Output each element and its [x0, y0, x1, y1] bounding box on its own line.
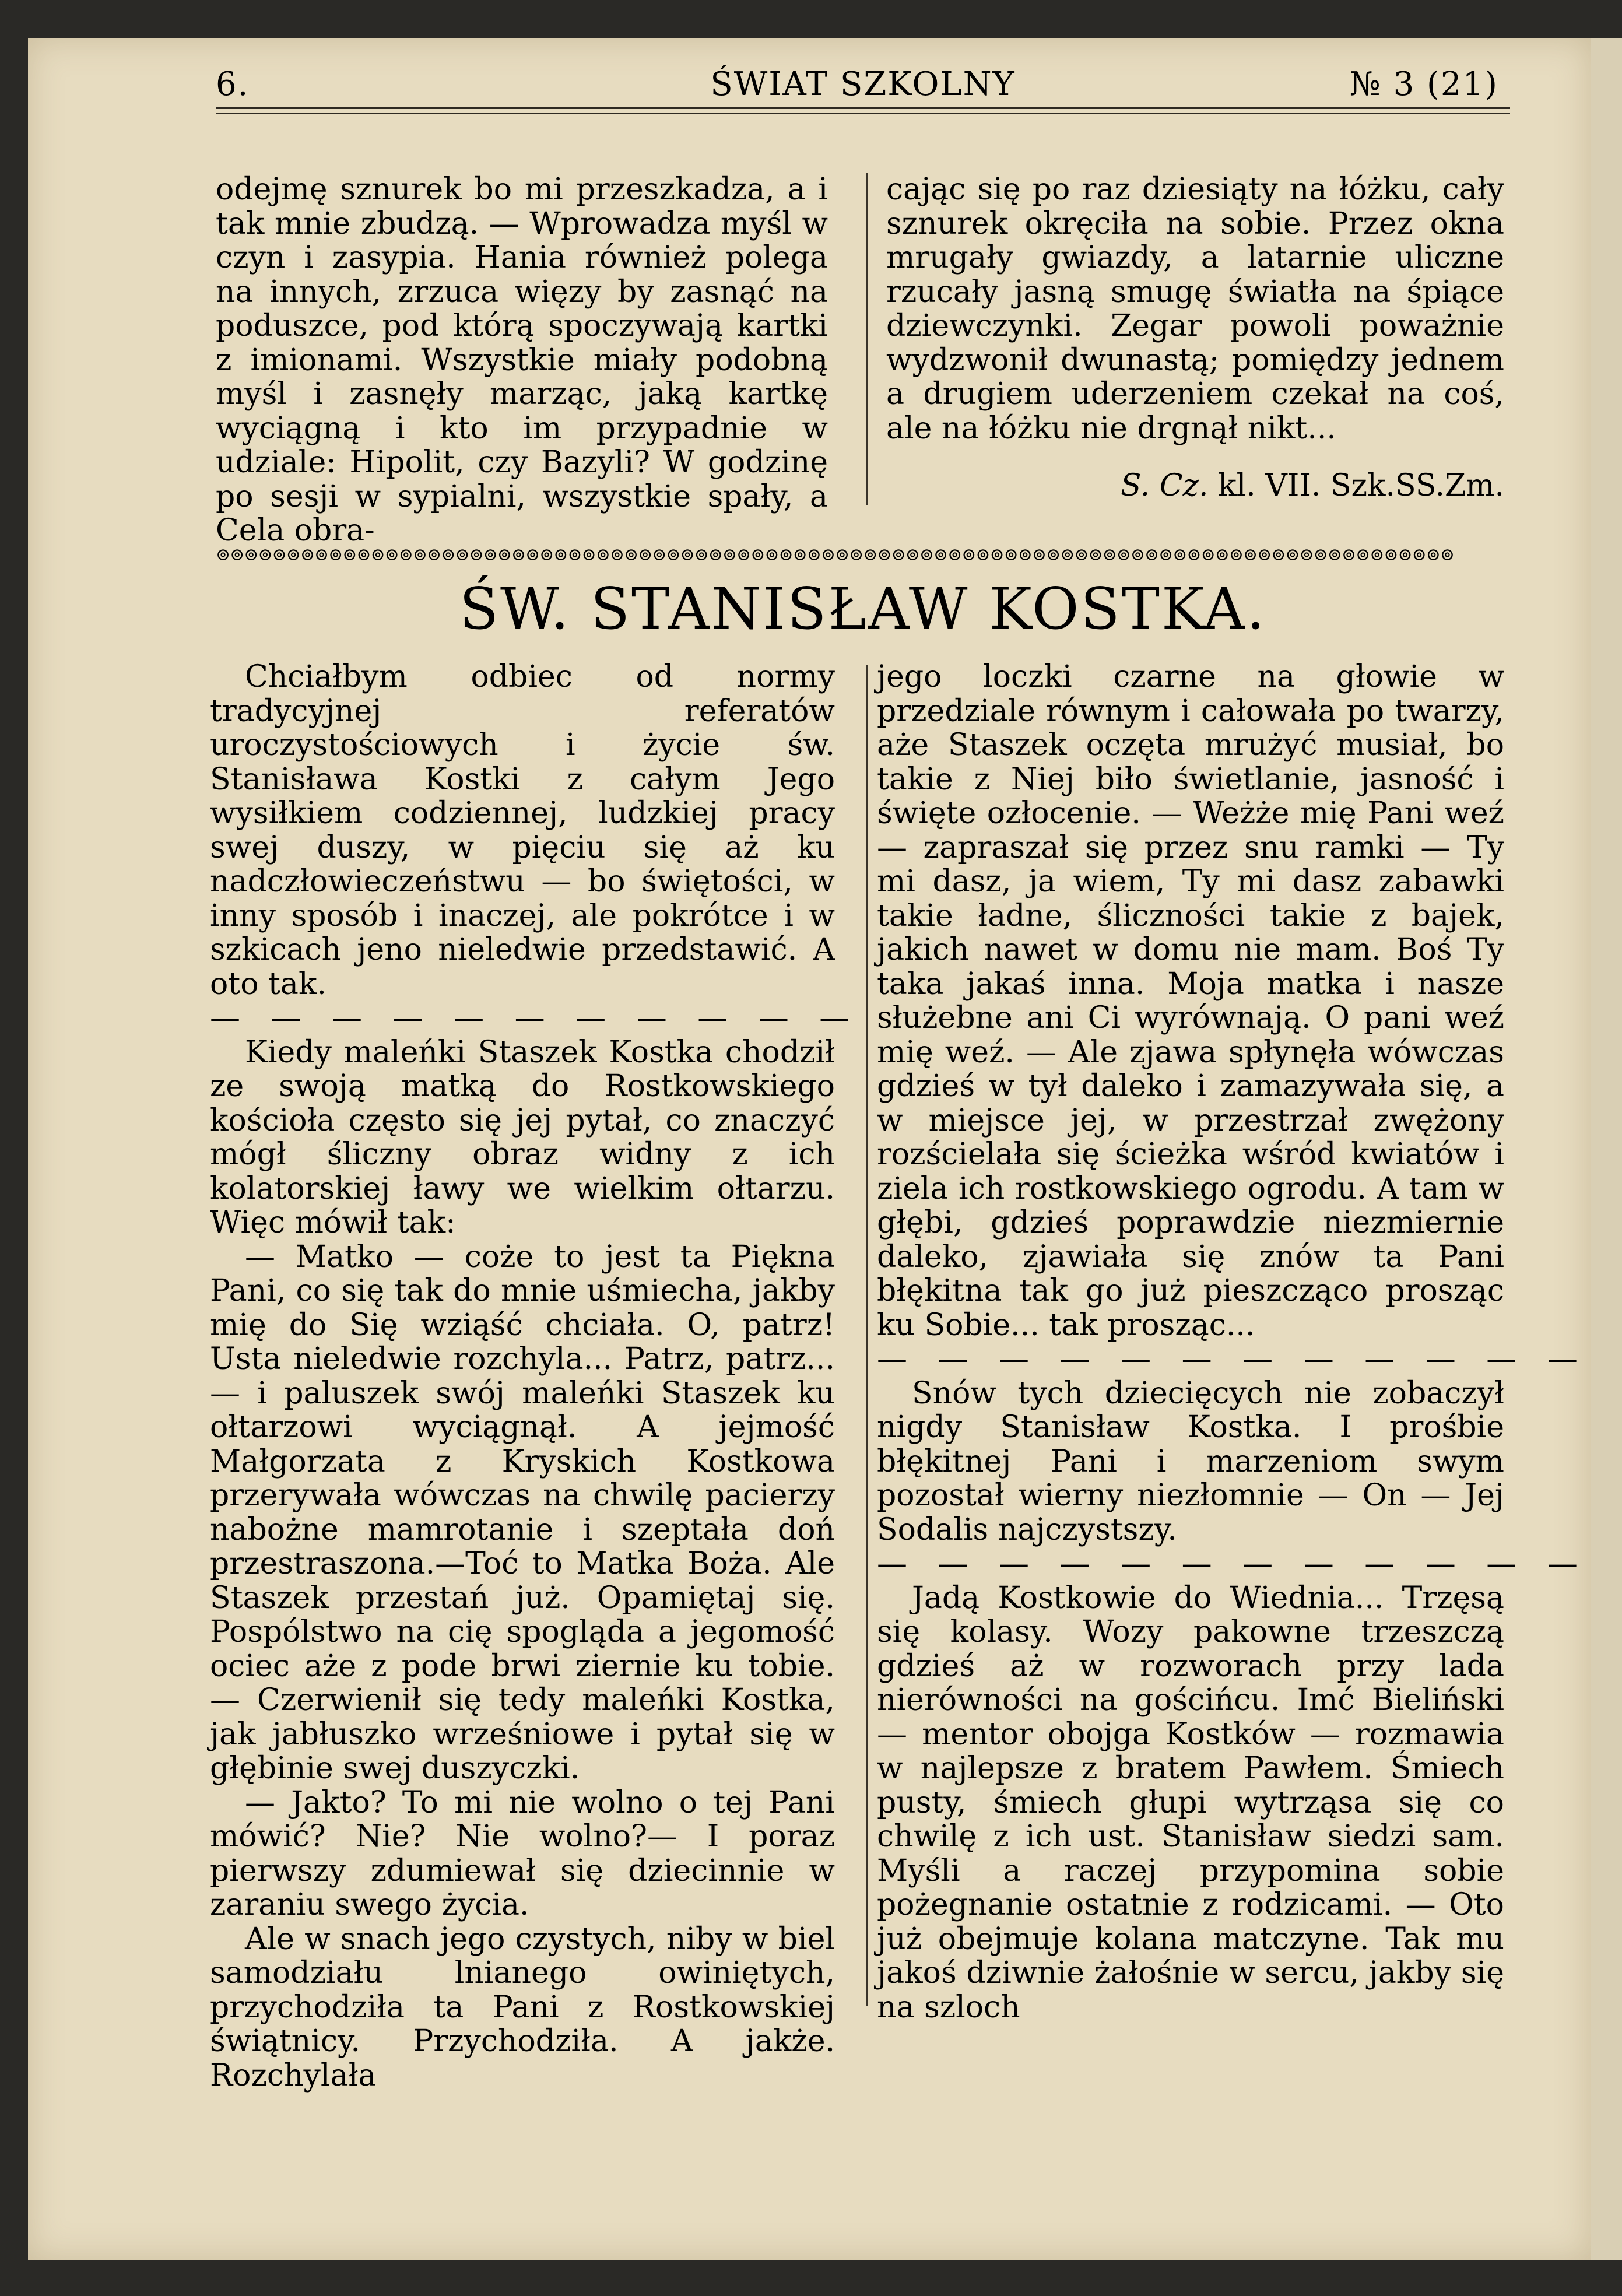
article-left-column [210, 659, 861, 2093]
page-edge [1591, 38, 1622, 2260]
dash-separator: — — — — — — — — — — — — [877, 1546, 1588, 1581]
top-right-column [886, 173, 1504, 503]
article-paragraph: — Matko — coże to jest ta Piękna Pani, co się tak do mnie uśmiecha, jakby mię do Się wziąść chciała. O, patrz! Usta nieledwie rozchyla... Patrz, patrz... — i paluszek swój maleńki Staszek ku ołtarzowi wyciągnął. A jejmość Małgorzata z Kryskich Kostkowa przerywała wówczas na chwilę pacierzy nabożne mamrotanie i szeptała doń przestraszona.—Toć to Matka Boża. Ale Staszek przestań już. Opamiętaj się. Pospólstwo na cię spogląda a jegomość ociec aże z pode brwi ziernie ku tobie. — Czerwienił się tedy maleńki Kostka, jak jabłuszko wrześniowe i pytał się w głębinie swej duszyczki. [210, 1239, 835, 1786]
top-right-text: cając się po raz dziesiąty na łóżku, cały sznurek okręciła na sobie. Przez okna mrugały gwiazdy, a latarnie uliczne rzucały jasną smugę światła na śpiące dziewczynki. Zegar powoli poważnie wydzwonił dwunastą; pomiędzy jednem a drugiem uderzeniem czekał na coś, ale na łóżku nie drgnął nikt... [886, 172, 1504, 446]
article-title: ŚW. STANISŁAW KOSTKA. [459, 576, 1267, 643]
signature-class: kl. VII. Szk.SS.Zm. [1218, 468, 1504, 503]
column-divider-top [866, 173, 868, 505]
article-paragraph: — Jakto? To mi nie wolno o tej Pani mówić? Nie? Nie wolno?— I poraz pierwszy zdumiewał się dziecinnie w zaraniu swego życia. [210, 1785, 835, 1922]
dash-separator: — — — — — — — — — — — [210, 1000, 861, 1035]
article-paragraph: jego loczki czarne na głowie w przedziale równym i całowała po twarzy, aże Staszek oczęta mrużyć musiał, bo takie z Niej biło świetlanie, jasność i święte ozłocenie. — Weżże mię Pani weź — zapraszał się przez snu ramki — Ty mi dasz, ja wiem, Ty mi dasz zabawki takie ładne, śliczności takie z bajek, jakich nawet w domu nie mam. Boś Ty taka jakaś inna. Moja matka i nasze służebne ani Ci wyrównają. O pani weź mię weź. — Ale zjawa spłynęła wówczas gdzieś w tył daleko i zamazywała się, a w miejsce jej, w przestrzał zwężony rozścielała się ścieżka wśród kwiatów i ziela ich rostkowskiego ogrodu. A tam w głębi, gdzieś poprawdzie niezmiernie daleko, zjawiała się znów ta Pani błękitna tak go już pieszcząco prosząc ku Sobie... tak prosząc... [877, 659, 1504, 1343]
article-paragraph: Snów tych dziecięcych nie zobaczył nigdy Stanisław Kostka. I prośbie błękitnej Pani i marzeniom swym pozostał wierny niezłomnie — On — Jej Sodalis najczystszy. [877, 1375, 1504, 1547]
article-paragraph: Jadą Kostkowie do Wiednia... Trzęsą się kolasy. Wozy pakowne trzeszczą gdzieś aż w rozworach przy lada nierówności na gościńcu. Imć Bieliński — mentor obojga Kostków — rozmawia w najlepsze z bratem Pawłem. Śmiech pusty, śmiech głupi wytrząsa się co chwilę z ich ust. Stanisław siedzi sam. Myśli a raczej przypomina sobie pożegnanie ostatnie z rodzicami. — Oto już obejmuje kolana matczyne. Tak mu jakoś dziwnie żałośnie w sercu, jakby się na szloch [877, 1580, 1504, 2025]
page-number: 6. [216, 65, 250, 103]
column-divider-article [866, 665, 868, 2006]
article-right-column [877, 659, 1588, 2025]
article-paragraph: Ale w snach jego czystych, niby w biel samodziału lnianego owiniętych, przychodziła ta Pani z Rostkowskiej świątnicy. Przychodziła. A jakże. Rozchylała [210, 1921, 835, 2093]
magazine-title: ŚWIAT SZKOLNY [710, 65, 1016, 103]
dash-separator: — — — — — — — — — — — — [877, 1342, 1588, 1377]
top-left-column [216, 173, 828, 548]
article-paragraph: Kiedy maleńki Staszek Kostka chodził ze swoją matką do Rostkowskiego kościoła często się jej pytał, co znaczyć mógł śliczny obraz widny z ich kolatorskiej ławy we wielkim ołtarzu. Więc mówił tak: [210, 1034, 835, 1240]
page-header [216, 61, 1510, 109]
top-left-text: odejmę sznurek bo mi przeszkadza, a i tak mnie zbudzą. — Wprowadza myśl w czyn i zasypia. Hania również polega na innych, zrzuca więzy by zasnąć na poduszce, pod którą spoczywają kartki z imionami. Wszystkie miały podobną myśl i zasnęły marząc, jaką kartkę wyciągną i kto im przypadnie w udziale: Hipolit, czy Bazyli? W godzinę po sesji w sypialni, wszystkie spały, a Cela obra- [216, 172, 828, 548]
article-paragraph: Chciałbym odbiec od normy tradycyjnej referatów uroczystościowych i życie św. Stanisława Kostki z całym Jego wysiłkiem codziennej, ludzkiej pracy swej duszy, w pięciu się aż ku nadczłowieczeństwu — bo świętości, w inny sposób i inaczej, ale pokrótce i w szkicach jeno nieledwie przedstawić. A oto tak. [210, 659, 835, 1002]
signature-initials: S. Cz. [1120, 468, 1209, 503]
signature [886, 469, 1504, 503]
ornament-divider: ⊚⊚⊚⊚⊚⊚⊚⊚⊚⊚⊚⊚⊚⊚⊚⊚⊚⊚⊚⊚⊚⊚⊚⊚⊚⊚⊚⊚⊚⊚⊚⊚⊚⊚⊚⊚⊚⊚⊚⊚⊚⊚⊚⊚⊚⊚⊚⊚⊚⊚⊚⊚⊚⊚⊚⊚⊚⊚⊚⊚⊚⊚⊚⊚⊚⊚⊚⊚⊚⊚⊚⊚⊚⊚⊚⊚⊚⊚⊚⊚⊚⊚⊚⊚⊚⊚⊚⊚ [216, 545, 1455, 565]
issue-number: № 3 (21) [1349, 65, 1498, 103]
